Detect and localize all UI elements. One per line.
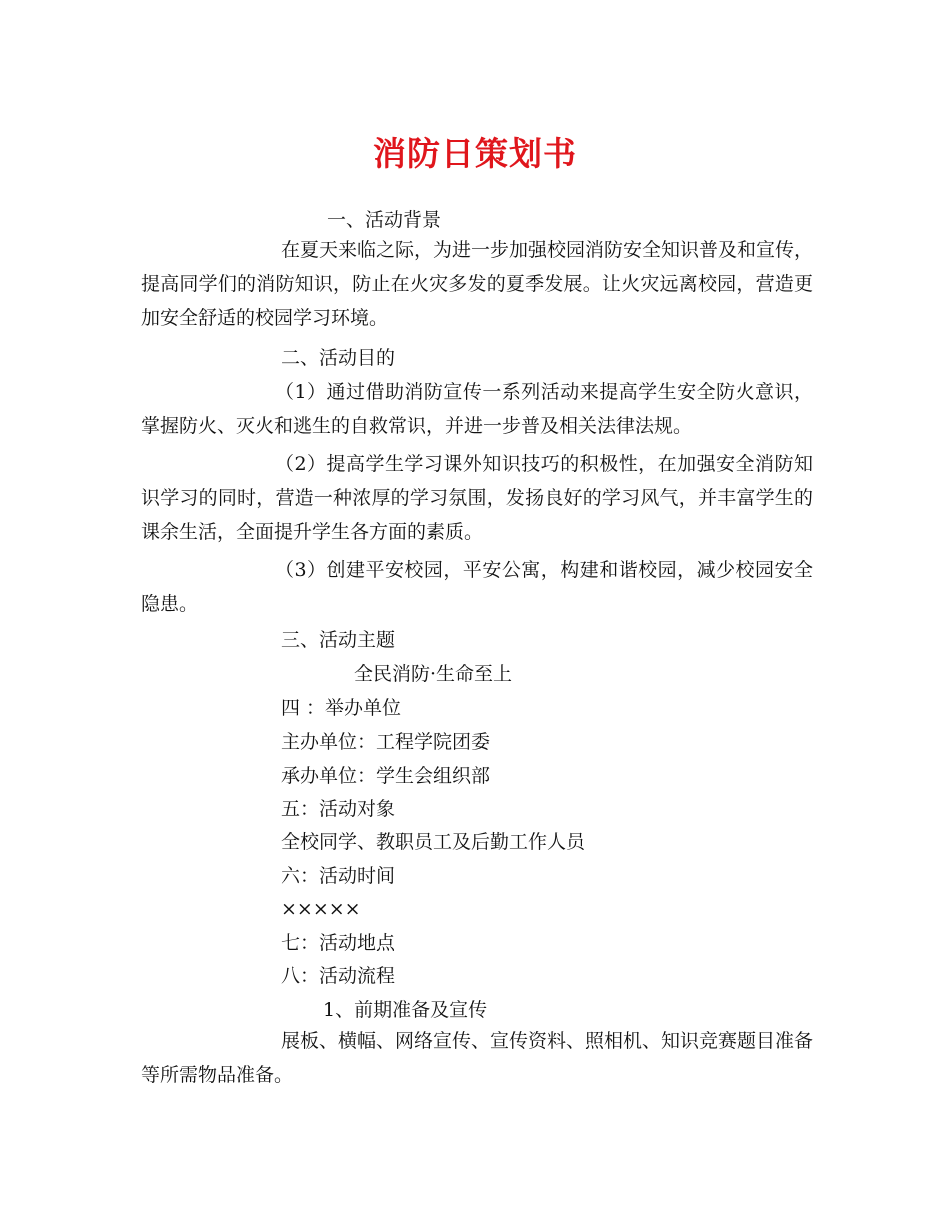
section-heading-purpose: 二、活动目的	[281, 347, 396, 369]
section-purpose-item-1: （1）通过借助消防宣传一系列活动来提高学生安全防火意识，掌握防火、灭火和逃生的自救常识，并进一步普及相关法律法规。	[141, 381, 813, 437]
section-purpose-item-2: （2）提高学生学习课外知识技巧的积极性，在加强安全消防知识学习的同时，营造一种浓厚的学习氛围，发扬良好的学习风气，并丰富学生的课余生活，全面提升学生各方面的素质。	[141, 453, 813, 543]
section-purpose-item-3: （3）创建平安校园，平安公寓，构建和谐校园，减少校园安全隐患。	[141, 559, 813, 615]
process-step-1-body: 展板、横幅、网络宣传、宣传资料、照相机、知识竞赛题目准备等所需物品准备。	[141, 1030, 814, 1086]
section-body-background: 在夏天来临之际，为进一步加强校园消防安全知识普及和宣传，提高同学们的消防知识，防止在火灾多发的夏季发展。让火灾远离校园，营造更加安全舒适的校园学习环境。	[141, 239, 814, 329]
document-title: 消防日策划书	[373, 134, 577, 173]
audience-text: 全校同学、教职员工及后勤工作人员	[281, 831, 586, 853]
time-text: ×××××	[281, 898, 361, 920]
section-heading-theme: 三、活动主题	[281, 629, 396, 651]
host-organization: 主办单位：工程学院团委	[281, 731, 491, 753]
section-heading-audience: 五：活动对象	[281, 798, 396, 820]
section-heading-time: 六：活动时间	[281, 865, 396, 887]
undertaking-organization: 承办单位：学生会组织部	[281, 765, 491, 787]
section-heading-process: 八：活动流程	[281, 965, 396, 987]
section-heading-background: 一、活动背景	[327, 209, 442, 231]
process-step-1-heading: 1、前期准备及宣传	[323, 999, 488, 1021]
theme-slogan: 全民消防·生命至上	[354, 663, 513, 685]
section-heading-location: 七：活动地点	[281, 932, 396, 954]
section-heading-organizers: 四 ：举办单位	[281, 697, 402, 719]
